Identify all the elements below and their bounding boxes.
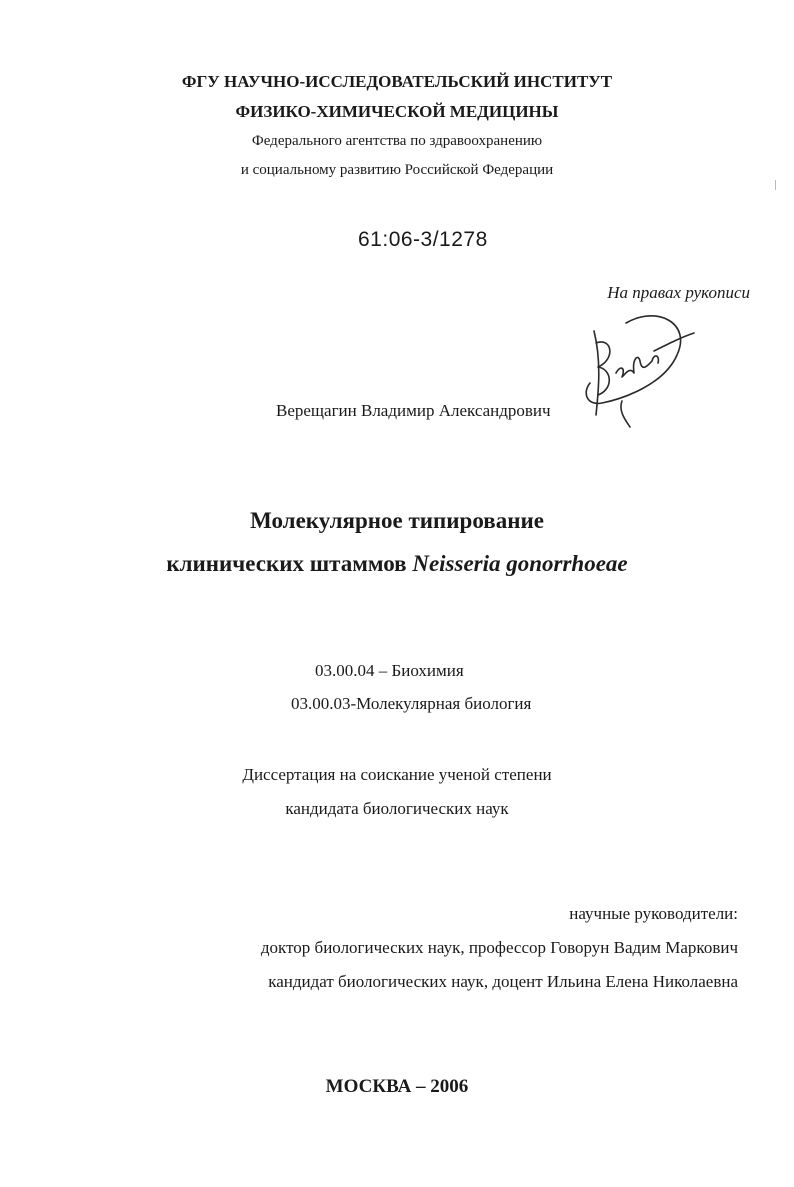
thesis-title-line-2 bbox=[0, 551, 794, 577]
author-name: Верещагин Владимир Александрович bbox=[276, 401, 551, 420]
agency-line-1: Федерального агентства по здравоохранению bbox=[251, 133, 543, 149]
signature-flourish bbox=[654, 333, 694, 351]
institute-line-2: ФИЗИКО-ХИМИЧЕСКОЙ МЕДИЦИНЫ bbox=[235, 102, 559, 121]
degree-line-2: кандидата биологических наук bbox=[285, 799, 509, 818]
specialty-2: 03.00.03-Молекулярная биология bbox=[291, 694, 532, 713]
signature-tail bbox=[621, 401, 630, 427]
catalog-code: 61:06-3/1278 bbox=[358, 228, 488, 251]
author-signature bbox=[582, 303, 697, 428]
city-year: МОСКВА – 2006 bbox=[325, 1076, 469, 1097]
scan-speck bbox=[775, 180, 776, 190]
institute-line-1: ФГУ НАУЧНО-ИССЛЕДОВАТЕЛЬСКИЙ ИНСТИТУТ bbox=[181, 72, 613, 91]
supervisors-heading: научные руководители: bbox=[569, 904, 738, 923]
thesis-title-line-1: Молекулярное типирование bbox=[250, 508, 544, 533]
supervisor-2: кандидат биологических наук, доцент Ильина Елена Николаевна bbox=[268, 972, 738, 991]
supervisor-1: доктор биологических наук, профессор Говорун Вадим Маркович bbox=[260, 938, 738, 957]
manuscript-note: На правах рукописи bbox=[607, 283, 750, 302]
signature-loop bbox=[586, 316, 680, 404]
agency-line-2: и социальному развитию Российской Федерации bbox=[240, 162, 554, 178]
specialty-1: 03.00.04 – Биохимия bbox=[315, 661, 464, 680]
degree-line-1: Диссертация на соискание ученой степени bbox=[242, 765, 552, 784]
thesis-title-plain: клинических штаммов bbox=[166, 551, 413, 576]
thesis-title-species: Neisseria gonorrhoeae bbox=[412, 551, 628, 576]
